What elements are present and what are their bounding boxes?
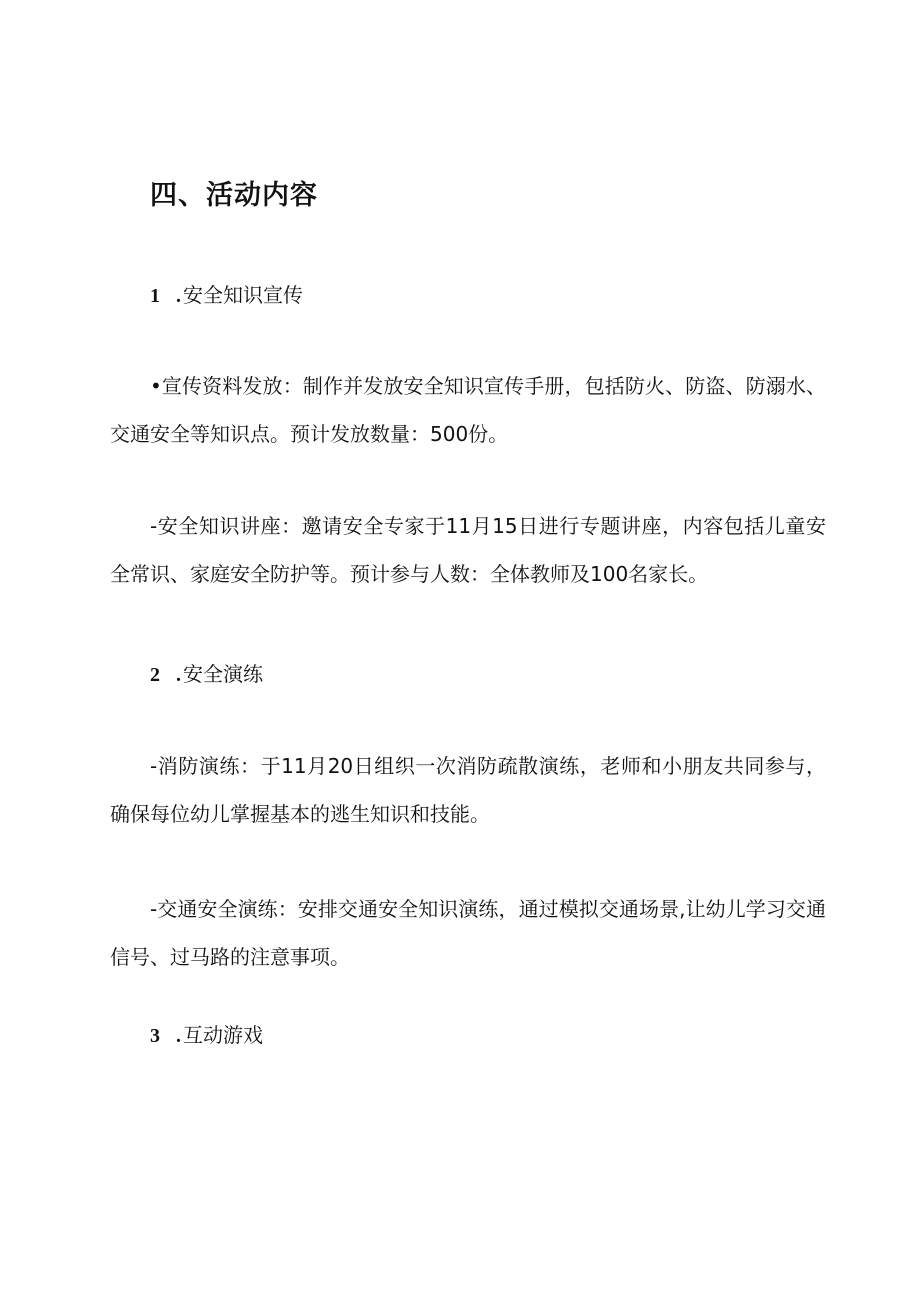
- section-title: 四、活动内容: [150, 180, 318, 211]
- item-heading-text: 安全演练: [183, 662, 263, 686]
- paragraph-traffic-drill: -交通安全演练：安排交通安全知识演练，通过模拟交通场景,让幼儿学习交通信号、过马路的注意事项。: [110, 897, 826, 969]
- item-number: 2: [150, 664, 160, 686]
- paragraph-fire-drill: -消防演练：于11月20日组织一次消防疏散演练，老师和小朋友共同参与，确保每位幼儿掌握基本的逃生知识和技能。: [110, 754, 826, 826]
- item-heading-text: 安全知识宣传: [183, 283, 303, 307]
- item-heading-2: [150, 659, 263, 690]
- item-dot: .: [176, 1025, 181, 1047]
- paragraph-safety-lecture: -安全知识讲座：邀请安全专家于11月15日进行专题讲座，内容包括儿童安全常识、家庭安全防护等。预计参与人数：全体教师及100名家长。: [110, 514, 826, 586]
- item-dot: .: [176, 285, 181, 307]
- item-heading-text: 互动游戏: [183, 1023, 263, 1047]
- paragraph-promo-materials: •宣传资料发放：制作并发放安全知识宣传手册，包括防火、防盗、防溺水、交通安全等知识点。预计发放数量：500份。: [110, 374, 826, 446]
- item-heading-1: [150, 280, 303, 311]
- item-number: 3: [150, 1025, 160, 1047]
- item-dot: .: [176, 664, 181, 686]
- item-number: 1: [150, 285, 160, 307]
- item-heading-3: [150, 1020, 263, 1051]
